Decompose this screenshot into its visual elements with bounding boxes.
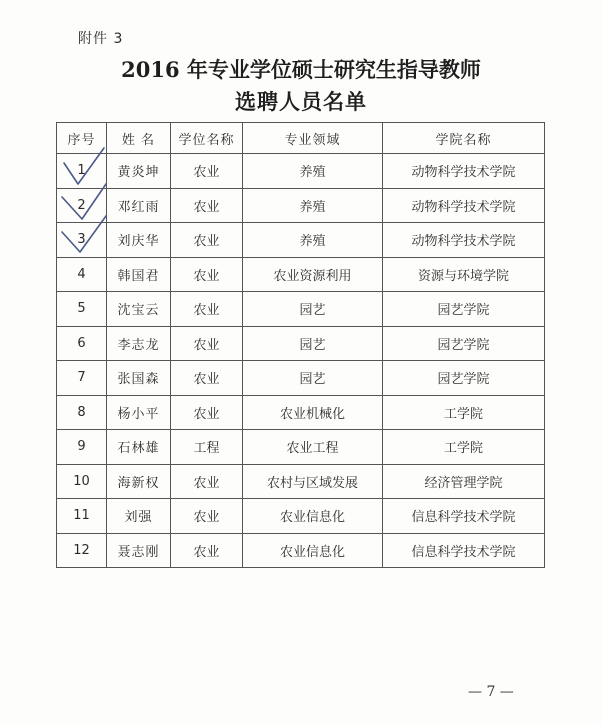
cell-name: 沈宝云: [107, 292, 171, 327]
cell-degree: 农业: [171, 533, 243, 568]
cell-serial-number: 1: [57, 154, 107, 189]
header-college: 学院名称: [383, 123, 545, 154]
cell-name: 李志龙: [107, 326, 171, 361]
cell-name: 聂志刚: [107, 533, 171, 568]
cell-degree: 农业: [171, 188, 243, 223]
cell-field: 农业信息化: [243, 533, 383, 568]
cell-college: 资源与环境学院: [383, 257, 545, 292]
table-row: [57, 326, 545, 361]
table-row: [57, 188, 545, 223]
table-row: [57, 223, 545, 258]
cell-serial-number: 7: [57, 361, 107, 396]
cell-college: 经济管理学院: [383, 464, 545, 499]
table-header-row: [57, 123, 545, 154]
header-degree: 学位名称: [171, 123, 243, 154]
cell-degree: 农业: [171, 154, 243, 189]
cell-college: 动物科学技术学院: [383, 223, 545, 258]
cell-name: 刘庆华: [107, 223, 171, 258]
cell-serial-number: 11: [57, 499, 107, 534]
cell-field: 农业资源利用: [243, 257, 383, 292]
cell-field: 园艺: [243, 292, 383, 327]
cell-field: 农村与区域发展: [243, 464, 383, 499]
cell-degree: 农业: [171, 361, 243, 396]
cell-serial-number: 10: [57, 464, 107, 499]
cell-name: 杨小平: [107, 395, 171, 430]
table-row: [57, 395, 545, 430]
cell-degree: 农业: [171, 223, 243, 258]
cell-serial-number: 8: [57, 395, 107, 430]
cell-name: 刘强: [107, 499, 171, 534]
cell-field: 养殖: [243, 223, 383, 258]
cell-field: 农业工程: [243, 430, 383, 465]
cell-degree: 农业: [171, 499, 243, 534]
cell-college: 动物科学技术学院: [383, 188, 545, 223]
cell-name: 黄炎坤: [107, 154, 171, 189]
table-row: [57, 533, 545, 568]
document-title: 2016 年专业学位硕士研究生指导教师: [121, 57, 481, 82]
table-row: [57, 292, 545, 327]
cell-degree: 农业: [171, 464, 243, 499]
cell-field: 园艺: [243, 361, 383, 396]
cell-college: 园艺学院: [383, 361, 545, 396]
cell-name: 海新权: [107, 464, 171, 499]
header-field: 专业领域: [243, 123, 383, 154]
cell-name: 韩国君: [107, 257, 171, 292]
cell-college: 动物科学技术学院: [383, 154, 545, 189]
cell-degree: 农业: [171, 395, 243, 430]
cell-college: 工学院: [383, 395, 545, 430]
cell-serial-number: 2: [57, 188, 107, 223]
cell-field: 养殖: [243, 188, 383, 223]
cell-serial-number: 9: [57, 430, 107, 465]
cell-serial-number: 3: [57, 223, 107, 258]
cell-serial-number: 12: [57, 533, 107, 568]
cell-name: 张国森: [107, 361, 171, 396]
header-name: 姓 名: [107, 123, 171, 154]
cell-name: 邓红雨: [107, 188, 171, 223]
table-row: [57, 430, 545, 465]
cell-field: 养殖: [243, 154, 383, 189]
advisor-roster-table: [56, 122, 545, 568]
table-row: [57, 464, 545, 499]
cell-degree: 农业: [171, 257, 243, 292]
cell-serial-number: 5: [57, 292, 107, 327]
cell-college: 信息科学技术学院: [383, 499, 545, 534]
cell-serial-number: 4: [57, 257, 107, 292]
cell-college: 园艺学院: [383, 326, 545, 361]
cell-name: 石林雄: [107, 430, 171, 465]
cell-field: 农业信息化: [243, 499, 383, 534]
document-subtitle: 选聘人员名单: [235, 89, 367, 114]
table-row: [57, 257, 545, 292]
page-number: — 7 —: [468, 684, 514, 700]
cell-degree: 农业: [171, 326, 243, 361]
cell-field: 园艺: [243, 326, 383, 361]
cell-degree: 工程: [171, 430, 243, 465]
attachment-label: 附件 3: [78, 31, 124, 47]
cell-serial-number: 6: [57, 326, 107, 361]
cell-college: 信息科学技术学院: [383, 533, 545, 568]
table-row: [57, 361, 545, 396]
header-serial-number: 序号: [57, 123, 107, 154]
cell-college: 工学院: [383, 430, 545, 465]
cell-college: 园艺学院: [383, 292, 545, 327]
cell-degree: 农业: [171, 292, 243, 327]
table-row: [57, 499, 545, 534]
cell-field: 农业机械化: [243, 395, 383, 430]
table-row: [57, 154, 545, 189]
